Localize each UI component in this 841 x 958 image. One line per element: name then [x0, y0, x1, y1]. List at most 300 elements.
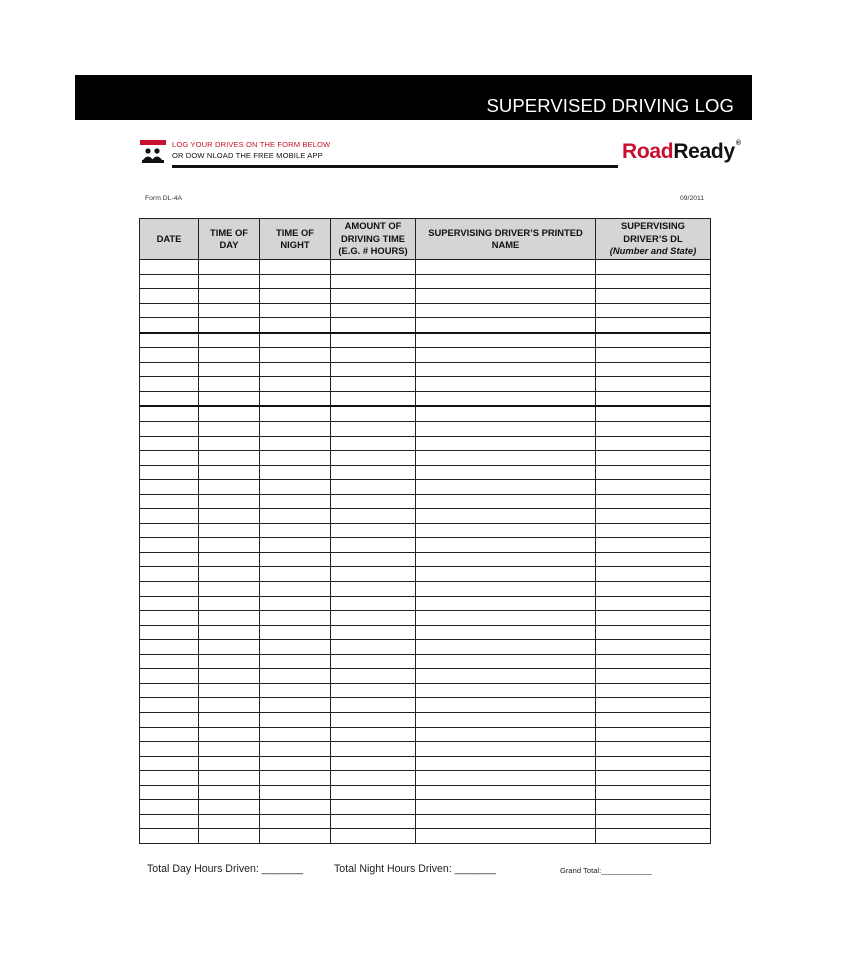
table-cell[interactable]: [596, 480, 711, 495]
table-cell[interactable]: [260, 260, 331, 275]
table-cell[interactable]: [140, 800, 199, 815]
table-cell[interactable]: [331, 318, 416, 333]
table-row: [140, 552, 711, 567]
table-cell[interactable]: [140, 391, 199, 406]
table-cell[interactable]: [260, 289, 331, 304]
table-cell[interactable]: [331, 611, 416, 626]
table-cell[interactable]: [331, 640, 416, 655]
table-cell[interactable]: [199, 318, 260, 333]
table-cell[interactable]: [140, 552, 199, 567]
table-cell[interactable]: [140, 829, 199, 844]
table-cell[interactable]: [140, 727, 199, 742]
form-id: Form DL-4A: [145, 195, 183, 202]
table-cell[interactable]: [596, 829, 711, 844]
table-row: [140, 348, 711, 363]
table-cell[interactable]: [416, 698, 596, 713]
table-cell[interactable]: [140, 274, 199, 289]
table-cell[interactable]: [260, 538, 331, 553]
driving-log-table: [139, 218, 711, 844]
table-cell[interactable]: [596, 712, 711, 727]
table-cell[interactable]: [199, 771, 260, 786]
table-cell[interactable]: [140, 567, 199, 582]
table-cell[interactable]: [140, 333, 199, 348]
column-header-2: [260, 219, 331, 260]
table-cell[interactable]: [260, 698, 331, 713]
promo-divider: [172, 165, 618, 168]
table-cell[interactable]: [199, 480, 260, 495]
table-cell[interactable]: [199, 552, 260, 567]
table-cell[interactable]: [416, 654, 596, 669]
table-cell[interactable]: [416, 640, 596, 655]
table-cell[interactable]: [260, 436, 331, 451]
table-cell[interactable]: [596, 800, 711, 815]
table-row: [140, 814, 711, 829]
column-header-text: SUPERVISING DRIVER’S PRINTED NAME: [428, 226, 583, 250]
table-cell[interactable]: [199, 727, 260, 742]
table-cell[interactable]: [140, 303, 199, 318]
table-cell[interactable]: [416, 509, 596, 524]
table-cell[interactable]: [416, 756, 596, 771]
table-cell[interactable]: [260, 712, 331, 727]
table-cell[interactable]: [416, 391, 596, 406]
table-cell[interactable]: [596, 465, 711, 480]
table-cell[interactable]: [416, 727, 596, 742]
column-header-3: [331, 219, 416, 260]
table-cell[interactable]: [596, 596, 711, 611]
table-cell[interactable]: [416, 451, 596, 466]
table-cell[interactable]: [199, 509, 260, 524]
table-cell[interactable]: [260, 654, 331, 669]
table-cell[interactable]: [260, 422, 331, 437]
table-row: [140, 391, 711, 406]
table-cell[interactable]: [596, 422, 711, 437]
table-cell[interactable]: [331, 596, 416, 611]
table-row: [140, 538, 711, 553]
table-row: [140, 771, 711, 786]
table-cell[interactable]: [331, 582, 416, 597]
table-cell[interactable]: [596, 318, 711, 333]
table-cell[interactable]: [596, 333, 711, 348]
table-cell[interactable]: [140, 654, 199, 669]
table-cell[interactable]: [140, 362, 199, 377]
table-cell[interactable]: [140, 611, 199, 626]
table-cell[interactable]: [416, 683, 596, 698]
table-cell[interactable]: [260, 274, 331, 289]
table-cell[interactable]: [331, 509, 416, 524]
table-cell[interactable]: [199, 289, 260, 304]
table-cell[interactable]: [140, 596, 199, 611]
column-header-1: [199, 219, 260, 260]
table-cell[interactable]: [140, 814, 199, 829]
table-cell[interactable]: [199, 260, 260, 275]
column-header-text: AMOUNT OF: [344, 220, 402, 232]
table-cell[interactable]: [260, 552, 331, 567]
table-cell[interactable]: [140, 480, 199, 495]
table-cell[interactable]: [199, 274, 260, 289]
table-cell[interactable]: [260, 771, 331, 786]
table-cell[interactable]: [199, 465, 260, 480]
table-cell[interactable]: [596, 582, 711, 597]
table-cell[interactable]: [331, 727, 416, 742]
table-cell[interactable]: [416, 552, 596, 567]
table-row: [140, 523, 711, 538]
table-cell[interactable]: [416, 289, 596, 304]
table-cell[interactable]: [331, 260, 416, 275]
table-cell[interactable]: [260, 742, 331, 757]
table-cell[interactable]: [596, 611, 711, 626]
column-header-text: DATE: [156, 232, 182, 244]
table-cell[interactable]: [260, 362, 331, 377]
table-row: [140, 509, 711, 524]
table-cell[interactable]: [199, 683, 260, 698]
table-body: [140, 260, 711, 844]
table-cell[interactable]: [199, 303, 260, 318]
table-cell[interactable]: [416, 582, 596, 597]
table-cell[interactable]: [199, 406, 260, 421]
table-cell[interactable]: [331, 523, 416, 538]
table-cell[interactable]: [331, 391, 416, 406]
table-cell[interactable]: [199, 640, 260, 655]
table-cell[interactable]: [416, 494, 596, 509]
table-row: [140, 683, 711, 698]
table-row: [140, 333, 711, 348]
table-row: [140, 406, 711, 421]
table-cell[interactable]: [331, 785, 416, 800]
promo-text-line2: OR DOW NLOAD THE FREE MOBILE APP: [172, 151, 323, 160]
table-cell[interactable]: [331, 567, 416, 582]
table-cell[interactable]: [596, 289, 711, 304]
table-cell[interactable]: [260, 406, 331, 421]
table-cell[interactable]: [416, 480, 596, 495]
table-cell[interactable]: [596, 538, 711, 553]
table-cell[interactable]: [260, 640, 331, 655]
table-cell[interactable]: [140, 465, 199, 480]
table-cell[interactable]: [596, 640, 711, 655]
table-cell[interactable]: [199, 538, 260, 553]
table-cell[interactable]: [596, 494, 711, 509]
table-cell[interactable]: [331, 289, 416, 304]
table-cell[interactable]: [199, 451, 260, 466]
table-cell[interactable]: [199, 654, 260, 669]
table-cell[interactable]: [199, 436, 260, 451]
table-cell[interactable]: [260, 318, 331, 333]
table-cell[interactable]: [199, 567, 260, 582]
table-cell[interactable]: [260, 391, 331, 406]
column-header-4: [416, 219, 596, 260]
people-in-car-icon: [140, 140, 166, 166]
table-cell[interactable]: [596, 698, 711, 713]
table-cell[interactable]: [416, 800, 596, 815]
table-cell[interactable]: [140, 625, 199, 640]
table-cell[interactable]: [331, 362, 416, 377]
table-cell[interactable]: [140, 698, 199, 713]
table-cell[interactable]: [260, 494, 331, 509]
table-cell[interactable]: [199, 494, 260, 509]
table-cell[interactable]: [331, 698, 416, 713]
table-cell[interactable]: [260, 829, 331, 844]
table-cell[interactable]: [260, 625, 331, 640]
table-cell[interactable]: [140, 582, 199, 597]
table-cell[interactable]: [331, 538, 416, 553]
table-row: [140, 596, 711, 611]
table-cell[interactable]: [260, 567, 331, 582]
table-cell[interactable]: [596, 303, 711, 318]
table-row: [140, 451, 711, 466]
grand-total: Grand Total:____________: [560, 866, 652, 875]
table-cell[interactable]: [596, 742, 711, 757]
table-cell[interactable]: [331, 800, 416, 815]
table-row: [140, 785, 711, 800]
brand-road: Road: [622, 140, 674, 163]
page-title: SUPERVISED DRIVING LOG: [486, 95, 734, 116]
table-cell[interactable]: [260, 480, 331, 495]
table-cell[interactable]: [416, 829, 596, 844]
table-cell[interactable]: [416, 303, 596, 318]
table-cell[interactable]: [140, 494, 199, 509]
table-row: [140, 611, 711, 626]
table-cell[interactable]: [140, 289, 199, 304]
table-cell[interactable]: [416, 523, 596, 538]
column-header-text: DRIVING TIME: [340, 232, 406, 244]
table-cell[interactable]: [260, 683, 331, 698]
table-cell[interactable]: [596, 567, 711, 582]
table-cell[interactable]: [331, 494, 416, 509]
table-cell[interactable]: [199, 742, 260, 757]
table-cell[interactable]: [331, 303, 416, 318]
table-cell[interactable]: [260, 348, 331, 363]
column-header-text: (E.G. # HOURS): [338, 245, 408, 257]
table-cell[interactable]: [140, 509, 199, 524]
table-cell[interactable]: [416, 318, 596, 333]
table-cell[interactable]: [260, 523, 331, 538]
table-cell[interactable]: [416, 422, 596, 437]
table-cell[interactable]: [596, 274, 711, 289]
table-cell[interactable]: [416, 742, 596, 757]
table-cell[interactable]: [140, 683, 199, 698]
table-row: [140, 756, 711, 771]
table-cell[interactable]: [199, 800, 260, 815]
table-cell[interactable]: [199, 756, 260, 771]
table-cell[interactable]: [596, 552, 711, 567]
table-row: [140, 742, 711, 757]
table-cell[interactable]: [140, 406, 199, 421]
table-cell[interactable]: [416, 625, 596, 640]
table-cell[interactable]: [331, 625, 416, 640]
brand-ready: Ready: [673, 140, 735, 163]
table-cell[interactable]: [140, 538, 199, 553]
table-cell[interactable]: [416, 377, 596, 392]
table-cell[interactable]: [260, 451, 331, 466]
table-cell[interactable]: [596, 362, 711, 377]
table-row: [140, 260, 711, 275]
table-cell[interactable]: [331, 422, 416, 437]
table-cell[interactable]: [331, 669, 416, 684]
table-cell[interactable]: [596, 391, 711, 406]
table-cell[interactable]: [331, 436, 416, 451]
table-cell[interactable]: [260, 785, 331, 800]
table-cell[interactable]: [331, 480, 416, 495]
table-row: [140, 422, 711, 437]
column-header-5: [596, 219, 711, 260]
table-cell[interactable]: [140, 785, 199, 800]
table-cell[interactable]: [416, 538, 596, 553]
total-night-hours: Total Night Hours Driven: _______: [334, 863, 496, 875]
table-row: [140, 289, 711, 304]
table-cell[interactable]: [199, 596, 260, 611]
promo-text-line1: LOG YOUR DRIVES ON THE FORM BELOW: [172, 140, 331, 149]
table-cell[interactable]: [416, 362, 596, 377]
table-cell[interactable]: [331, 683, 416, 698]
table-cell[interactable]: [140, 318, 199, 333]
table-cell[interactable]: [331, 377, 416, 392]
table-cell[interactable]: [260, 303, 331, 318]
table-cell[interactable]: [199, 814, 260, 829]
table-cell[interactable]: [199, 523, 260, 538]
table-cell[interactable]: [140, 436, 199, 451]
table-cell[interactable]: [596, 756, 711, 771]
table-row: [140, 377, 711, 392]
table-cell[interactable]: [260, 465, 331, 480]
table-cell[interactable]: [331, 406, 416, 421]
column-header-text: TIME OF: [275, 226, 315, 238]
table-cell[interactable]: [416, 436, 596, 451]
table-cell[interactable]: [199, 422, 260, 437]
table-cell[interactable]: [260, 611, 331, 626]
table-cell[interactable]: [199, 669, 260, 684]
table-cell[interactable]: [596, 625, 711, 640]
title-banner: [75, 75, 752, 120]
table-row: [140, 727, 711, 742]
table-cell[interactable]: [416, 771, 596, 786]
table-cell[interactable]: [416, 712, 596, 727]
table-cell[interactable]: [416, 406, 596, 421]
table-cell[interactable]: [331, 814, 416, 829]
table-cell[interactable]: [199, 698, 260, 713]
table-cell[interactable]: [260, 333, 331, 348]
table-cell[interactable]: [199, 829, 260, 844]
table-cell[interactable]: [416, 333, 596, 348]
table-cell[interactable]: [416, 814, 596, 829]
table-cell[interactable]: [140, 669, 199, 684]
table-cell[interactable]: [140, 422, 199, 437]
table-cell[interactable]: [416, 348, 596, 363]
table-cell[interactable]: [331, 333, 416, 348]
table-cell[interactable]: [416, 596, 596, 611]
table-cell[interactable]: [596, 377, 711, 392]
table-cell[interactable]: [199, 625, 260, 640]
table-cell[interactable]: [140, 742, 199, 757]
table-cell[interactable]: [260, 377, 331, 392]
table-cell[interactable]: [331, 552, 416, 567]
table-cell[interactable]: [596, 727, 711, 742]
table-row: [140, 436, 711, 451]
table-row: [140, 698, 711, 713]
roadready-logo: [622, 140, 741, 164]
table-cell[interactable]: [331, 348, 416, 363]
table-cell[interactable]: [596, 669, 711, 684]
table-cell[interactable]: [331, 712, 416, 727]
table-cell[interactable]: [140, 756, 199, 771]
table-cell[interactable]: [199, 582, 260, 597]
table-cell[interactable]: [596, 683, 711, 698]
table-cell[interactable]: [199, 362, 260, 377]
table-cell[interactable]: [596, 451, 711, 466]
table-cell[interactable]: [596, 348, 711, 363]
table-cell[interactable]: [331, 465, 416, 480]
table-cell[interactable]: [416, 274, 596, 289]
table-cell[interactable]: [596, 771, 711, 786]
column-header-0: [140, 219, 199, 260]
table-cell[interactable]: [596, 436, 711, 451]
table-cell[interactable]: [596, 406, 711, 421]
table-cell[interactable]: [260, 727, 331, 742]
table-cell[interactable]: [596, 785, 711, 800]
table-row: [140, 712, 711, 727]
column-header-text: DAY: [219, 239, 239, 250]
table-row: [140, 640, 711, 655]
column-header-text: NIGHT: [280, 239, 310, 250]
table-cell[interactable]: [416, 785, 596, 800]
table-cell[interactable]: [260, 596, 331, 611]
table-cell[interactable]: [416, 567, 596, 582]
table-cell[interactable]: [140, 451, 199, 466]
table-cell[interactable]: [260, 814, 331, 829]
table-cell[interactable]: [199, 611, 260, 626]
table-cell[interactable]: [331, 771, 416, 786]
table-cell[interactable]: [260, 509, 331, 524]
column-header-text: (Number and State): [609, 245, 697, 257]
table-cell[interactable]: [260, 669, 331, 684]
table-cell[interactable]: [140, 260, 199, 275]
table-cell[interactable]: [416, 260, 596, 275]
table-cell[interactable]: [331, 654, 416, 669]
table-cell[interactable]: [331, 829, 416, 844]
table-cell[interactable]: [140, 771, 199, 786]
table-cell[interactable]: [140, 640, 199, 655]
table-row: [140, 625, 711, 640]
column-header-text: DRIVER’S DL: [623, 232, 683, 244]
table-row: [140, 582, 711, 597]
table-cell[interactable]: [199, 348, 260, 363]
table-cell[interactable]: [331, 451, 416, 466]
table-cell[interactable]: [416, 669, 596, 684]
table-cell[interactable]: [596, 509, 711, 524]
table-row: [140, 669, 711, 684]
table-cell[interactable]: [596, 260, 711, 275]
table-cell[interactable]: [596, 814, 711, 829]
table-cell[interactable]: [596, 654, 711, 669]
table-cell[interactable]: [331, 274, 416, 289]
table-cell[interactable]: [416, 465, 596, 480]
table-cell[interactable]: [260, 800, 331, 815]
table-cell[interactable]: [199, 785, 260, 800]
table-cell[interactable]: [199, 391, 260, 406]
table-cell[interactable]: [416, 611, 596, 626]
table-row: [140, 829, 711, 844]
table-cell[interactable]: [140, 377, 199, 392]
table-cell[interactable]: [596, 523, 711, 538]
table-cell[interactable]: [260, 756, 331, 771]
table-cell[interactable]: [331, 742, 416, 757]
table-cell[interactable]: [260, 582, 331, 597]
table-cell[interactable]: [140, 523, 199, 538]
table-cell[interactable]: [331, 756, 416, 771]
table-cell[interactable]: [199, 377, 260, 392]
table-cell[interactable]: [199, 712, 260, 727]
table-cell[interactable]: [199, 333, 260, 348]
table-cell[interactable]: [140, 348, 199, 363]
table-cell[interactable]: [140, 712, 199, 727]
